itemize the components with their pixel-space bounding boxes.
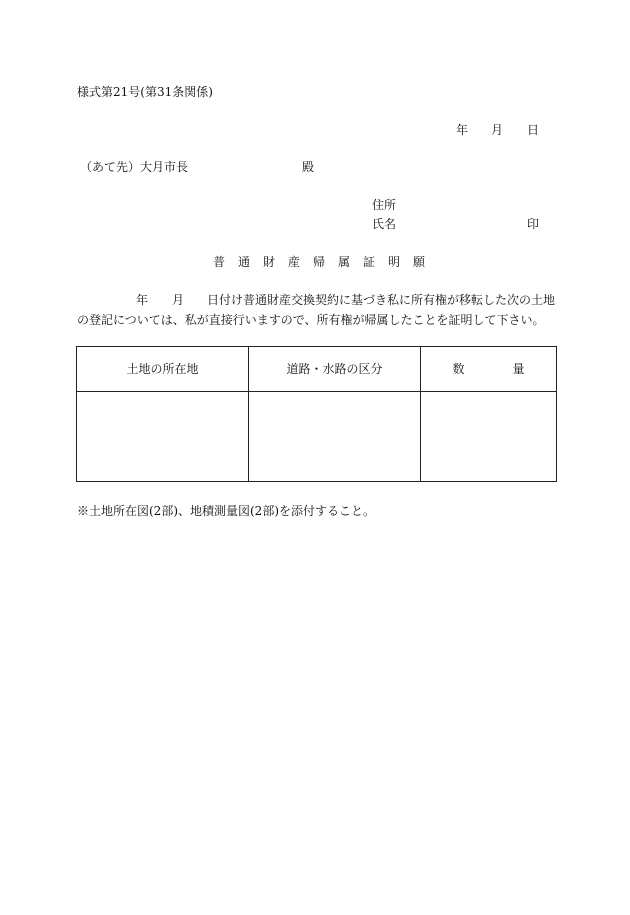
body-month: 月: [172, 293, 185, 307]
title-char: 証: [363, 255, 376, 269]
body-year: 年: [136, 293, 149, 307]
date-month-label: 月: [491, 123, 504, 137]
honorific: 殿: [302, 160, 315, 174]
cell-location[interactable]: [77, 392, 249, 482]
header-location: 土地の所在地: [77, 347, 249, 392]
quantity-char: 数: [452, 362, 465, 376]
addressee: （あて先）大月市長: [80, 160, 189, 174]
title-char: 属: [338, 255, 351, 269]
quantity-char: 量: [512, 362, 525, 376]
title-char: 帰: [313, 255, 326, 269]
cell-quantity[interactable]: [421, 392, 557, 482]
form-number: 様式第21号(第31条関係): [77, 85, 213, 99]
title-char: 財: [263, 255, 276, 269]
title-char: 願: [413, 255, 426, 269]
body-line-2: の登記については、私が直接行いますので、所有権が帰属したことを証明して下さい。: [77, 313, 545, 327]
header-classification: 道路・水路の区分: [249, 347, 421, 392]
title-char: 普: [213, 255, 226, 269]
header-quantity: [421, 347, 557, 392]
date-year-label: 年: [456, 123, 469, 137]
cell-classification[interactable]: [249, 392, 421, 482]
title-char: 明: [388, 255, 401, 269]
seal-label: 印: [527, 217, 540, 231]
body-line-1: 日付け普通財産交換契約に基づき私に所有権が移転した次の土地: [207, 293, 556, 307]
land-table: [76, 346, 557, 482]
footnote: ※土地所在図(2部)、地積測量図(2部)を添付すること。: [77, 504, 375, 518]
document-title: [213, 255, 438, 269]
date-day-label: 日: [527, 123, 540, 137]
name-label: 氏名: [372, 217, 397, 231]
title-char: 産: [288, 255, 301, 269]
address-label: 住所: [372, 198, 397, 212]
title-char: 通: [238, 255, 251, 269]
